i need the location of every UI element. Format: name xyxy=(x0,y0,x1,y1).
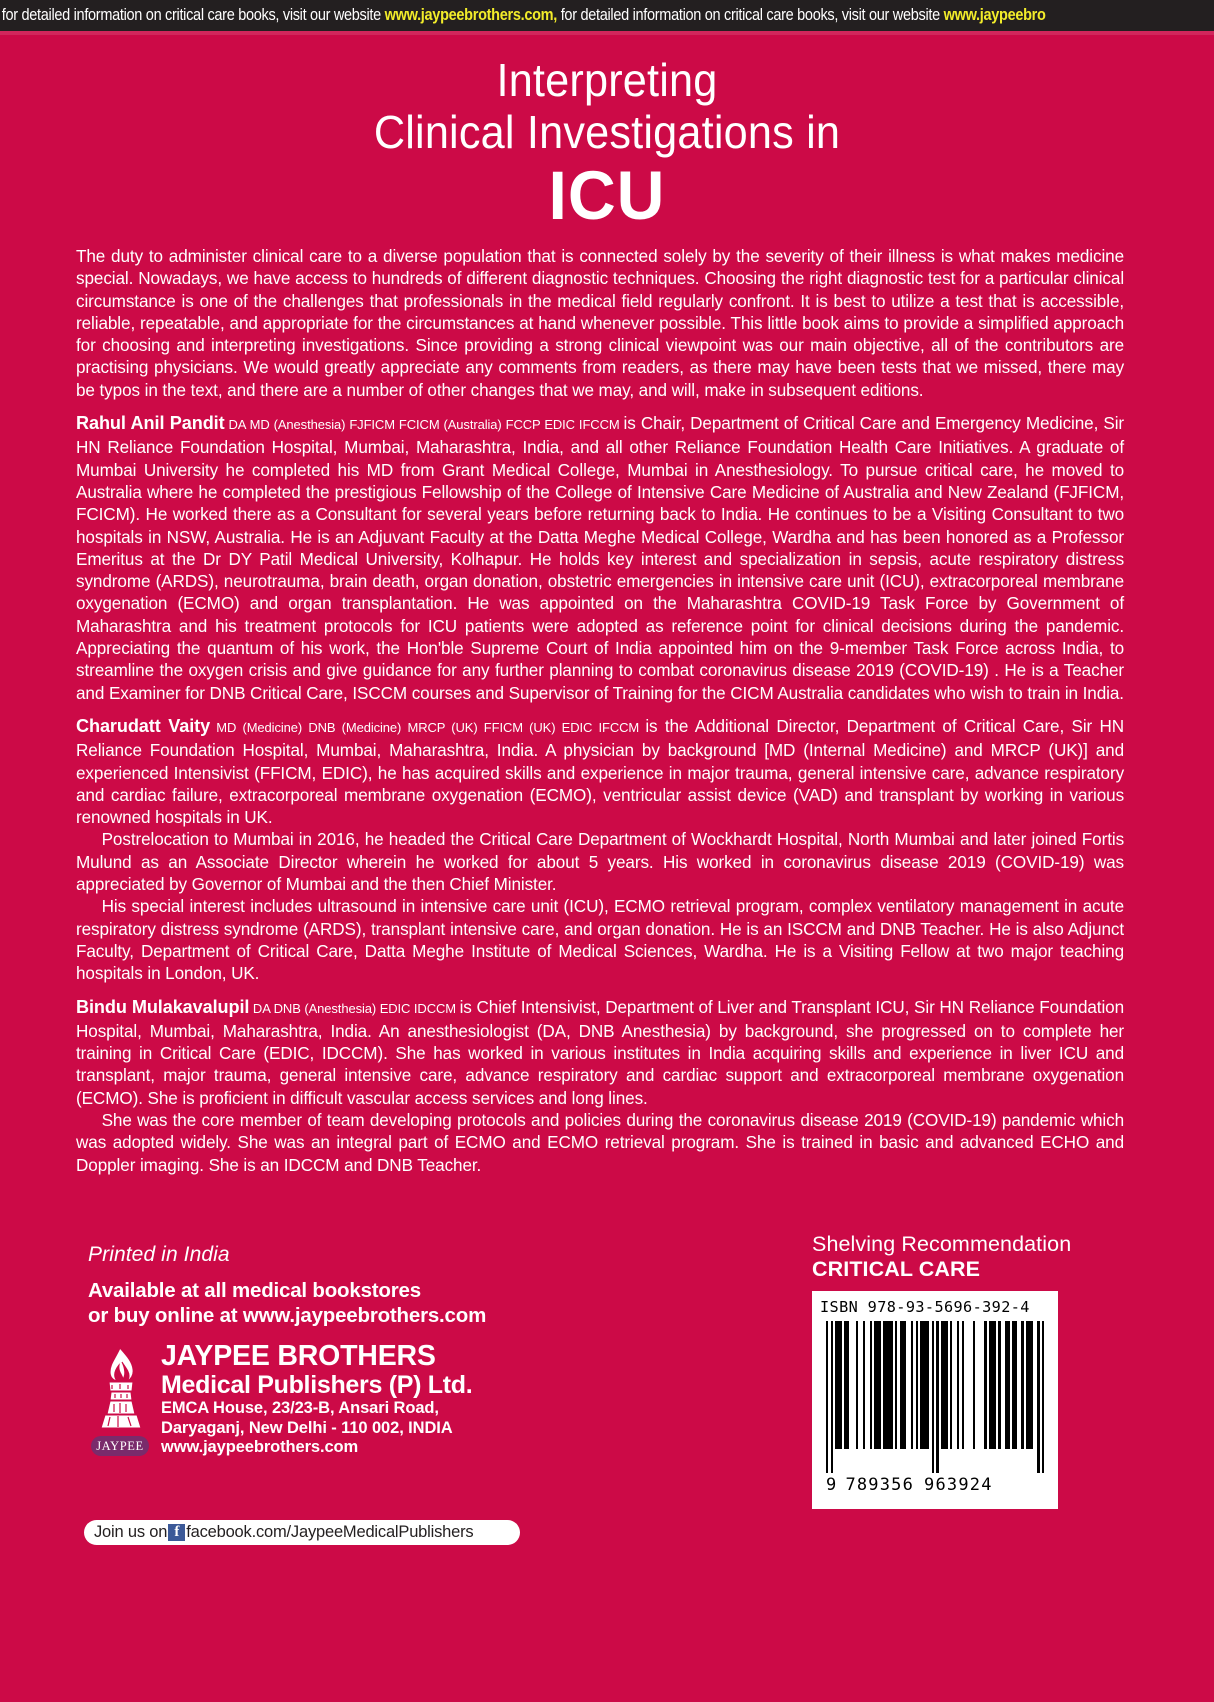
ean-left-group: 789356 xyxy=(845,1475,915,1495)
blurb-paragraph: The duty to administer clinical care to a diverse population that is connected solely by the severity of their illness is what makes medicine special. Nowadays, we have access to hundreds of different diagnostic techniques. Choosing the right diagnostic test for a particular clinical circumstance is one of the challenges that professionals in the medical field regularly confront. It is best to utilize a test that is accessible, reliable, repeatable, and appropriate for the circumstances at hand whenever possible. This little book aims to provide a simplified approach for choosing and interpreting investigations. Since providing a strong clinical viewpoint was our main objective, all of the contributors are practising physicians. We would greatly appreciate any comments from readers, as there may have been tests that we missed, there may be typos in the text, and there are a number of other changes that we may, and will, make in subsequent editions. xyxy=(76,246,1125,400)
author-name-mulakavalupil: Bindu Mulakavalupil xyxy=(76,995,250,1017)
availability-text xyxy=(88,1278,558,1328)
promo-url-2[interactable]: www.jaypeebro xyxy=(943,6,1046,24)
isbn-barcode-block xyxy=(812,1291,1058,1509)
author-bio-pandit xyxy=(76,412,1124,704)
author-bio-vaity xyxy=(76,715,1124,828)
publisher-block xyxy=(88,1243,558,1458)
publisher-address-line-2: Daryaganj, New Delhi - 110 002, INDIA xyxy=(161,1418,453,1437)
promo-text-segment-2: for detailed information on critical care books, visit our website xyxy=(556,6,944,24)
shelving-value: CRITICAL CARE xyxy=(812,1257,981,1281)
author-quals-mulakavalupil: DA DNB (Anesthesia) EDIC IDCCM xyxy=(249,1000,460,1016)
availability-line-1: Available at all medical bookstores xyxy=(88,1279,421,1302)
author-bio-mulakavalupil-extra-1: She was the core member of team developing protocols and policies during the coronavirus disease 2019 (COVID-19) pandemic which was adopted widely. She was an integral part of ECMO and ECMO retrieval program. She is trained in basic and advanced ECHO and Doppler imaging. She is an IDCCM and DNB Teacher. xyxy=(76,1109,1125,1175)
availability-line-2[interactable]: or buy online at www.jaypeebrothers.com xyxy=(88,1304,487,1327)
author-quals-vaity: MD (Medicine) DNB (Medicine) MRCP (UK) FFICM (UK) EDIC IFCCM xyxy=(210,719,646,735)
back-cover-copy xyxy=(76,245,1140,1176)
jaypee-logo-badge: JAYPEE xyxy=(91,1436,149,1456)
imprint-text-block xyxy=(161,1340,472,1458)
ean-lead-digit: 9 xyxy=(826,1475,838,1495)
facebook-prefix-label: Join us on xyxy=(94,1523,168,1541)
shelving-recommendation xyxy=(812,1231,1112,1282)
book-title xyxy=(0,54,1214,232)
author-bio-text-mulakavalupil: is Chief Intensivist, Department of Liver and Transplant ICU, Sir HN Reliance Foundation Hospital, Mumbai, Maharashtra, India. An anesthesiologist (DA, DNB Anesthesia) by background, she progressed on to complete her training in Critical Care (EDIC, IDCCM). She has worked in various institutes in India acquiring skills and experience in liver ICU and transplant, major trauma, general intensive care, advance respiratory and cardiac support and extracorporeal membrane oxygenation (ECMO). She is proficient in difficult vascular access services and long lines. xyxy=(76,996,1125,1108)
imprint-row xyxy=(88,1340,558,1458)
printed-in-india-label: Printed in India xyxy=(88,1243,230,1266)
barcode-bars-upper xyxy=(820,1321,1050,1449)
title-line-1: Interpreting xyxy=(496,54,718,106)
title-line-3: ICU xyxy=(548,157,666,234)
author-bio-text-vaity: is the Additional Director, Department of Critical Care, Sir HN Reliance Foundation Hospital, Mumbai, Maharashtra, India. A physician by background [MD (Internal Medicine) and MRCP (UK)] and experienced Intensivist (FFICM, EDIC), he has acquired skills and experience in major trauma, general intensive care, advance respiratory and cardiac failure, extracorporeal membrane oxygenation (ECMO), ventricular assist device (VAD) and transplant by working in various renowned hospitals in UK. xyxy=(76,715,1125,828)
facebook-icon: f xyxy=(168,1524,185,1541)
ean-digit-row xyxy=(820,1475,1050,1495)
torch-flame-icon xyxy=(88,1346,152,1438)
back-cover-canvas xyxy=(0,35,1214,1702)
isbn-number: ISBN 978-93-5696-392-4 xyxy=(820,1298,1030,1316)
promo-text-segment-1: for detailed information on critical care books, visit our website xyxy=(1,6,385,24)
barcode-bars-lower xyxy=(820,1449,1050,1473)
promo-marquee-text xyxy=(0,0,1046,31)
publisher-website[interactable]: www.jaypeebrothers.com xyxy=(161,1438,359,1456)
facebook-link-bar[interactable] xyxy=(84,1520,520,1545)
title-line-2: Clinical Investigations in xyxy=(373,106,841,158)
author-name-vaity: Charudatt Vaity xyxy=(76,714,211,736)
author-bio-vaity-extra-1: Postrelocation to Mumbai in 2016, he headed the Critical Care Department of Wockhardt Hospital, North Mumbai and later joined Fortis Mulund as an Associate Director wherein he worked for about 5 years. His worked in coronavirus disease 2019 (COVID-19) was appreciated by Governor of Mumbai and the then Chief Minister. xyxy=(76,829,1125,895)
jaypee-torch-logo-icon xyxy=(88,1346,152,1456)
author-bio-text-pandit: is Chair, Department of Critical Care and Emergency Medicine, Sir HN Reliance Foundation Hospital, Mumbai, Maharashtra, India, and all other Reliance Foundation Health Care Initiatives. A graduate of Mumbai University he completed his MD from Grant Medical College, Mumbai in Anesthesiology. To pursue critical care, he moved to Australia where he completed the prestigious Fellowship of the College of Intensive Care Medicine of Australia and New Zealand (FJFICM, FCICM). He worked there as a Consultant for several years before returning back to India. He continues to be a Visiting Consultant to two hospitals in NSW, Australia. He is an Adjuvant Faculty at the Datta Meghe Medical College, Wardha and has been honored as a Professor Emeritus at the Dr DY Patil Medical University, Kolhapur. He holds key interest and specialization in sepsis, acute respiratory distress syndrome (ARDS), neurotrauma, brain death, organ donation, obstetric emergencies in intensive care unit (ICU), extracorporeal membrane oxygenation (ECMO) and organ transplantation. He was appointed on the Maharashtra COVID-19 Task Force by Government of Maharashtra and his treatment protocols for ICU patients were adopted as reference point for clinical decisions during the pandemic. Appreciating the quantum of his work, the Hon'ble Supreme Court of India appointed him on the 9-member Task Force across India, to streamline the oxygen crisis and give guidance for any further planning to combat coronavirus disease 2019 (COVID-19) . He is a Teacher and Examiner for DNB Critical Care, ISCCM courses and Supervisor of Training for the CICM Australia candidates who wish to train in India. xyxy=(76,413,1125,703)
publisher-address-line-1: EMCA House, 23/23-B, Ansari Road, xyxy=(161,1399,439,1417)
author-bio-vaity-extra-2: His special interest includes ultrasound in intensive care unit (ICU), ECMO retrieval program, complex ventilatory management in acute respiratory distress syndrome (ARDS), transplant intensive care, and organ donation. He is an ISCCM and DNB Teacher. He is also Adjunct Faculty, Department of Critical Care, Datta Meghe Institute of Medical Sciences, Wardha. He is a Visiting Fellow at two major teaching hospitals in London, UK. xyxy=(76,896,1125,984)
author-quals-pandit: DA MD (Anesthesia) FJFICM FCICM (Australia) FCCP EDIC IFCCM xyxy=(224,417,624,433)
imprint-subtitle: Medical Publishers (P) Ltd. xyxy=(161,1371,473,1399)
shelving-label: Shelving Recommendation xyxy=(812,1232,1072,1256)
ean-right-group: 963924 xyxy=(924,1475,993,1495)
promo-marquee-strip xyxy=(0,0,1214,31)
facebook-handle[interactable]: facebook.com/JaypeeMedicalPublishers xyxy=(186,1523,474,1541)
imprint-name: JAYPEE BROTHERS xyxy=(161,1340,436,1372)
author-name-pandit: Rahul Anil Pandit xyxy=(76,412,225,434)
promo-url-1[interactable]: www.jaypeebrothers.com, xyxy=(384,6,557,24)
author-bio-mulakavalupil xyxy=(76,996,1124,1109)
